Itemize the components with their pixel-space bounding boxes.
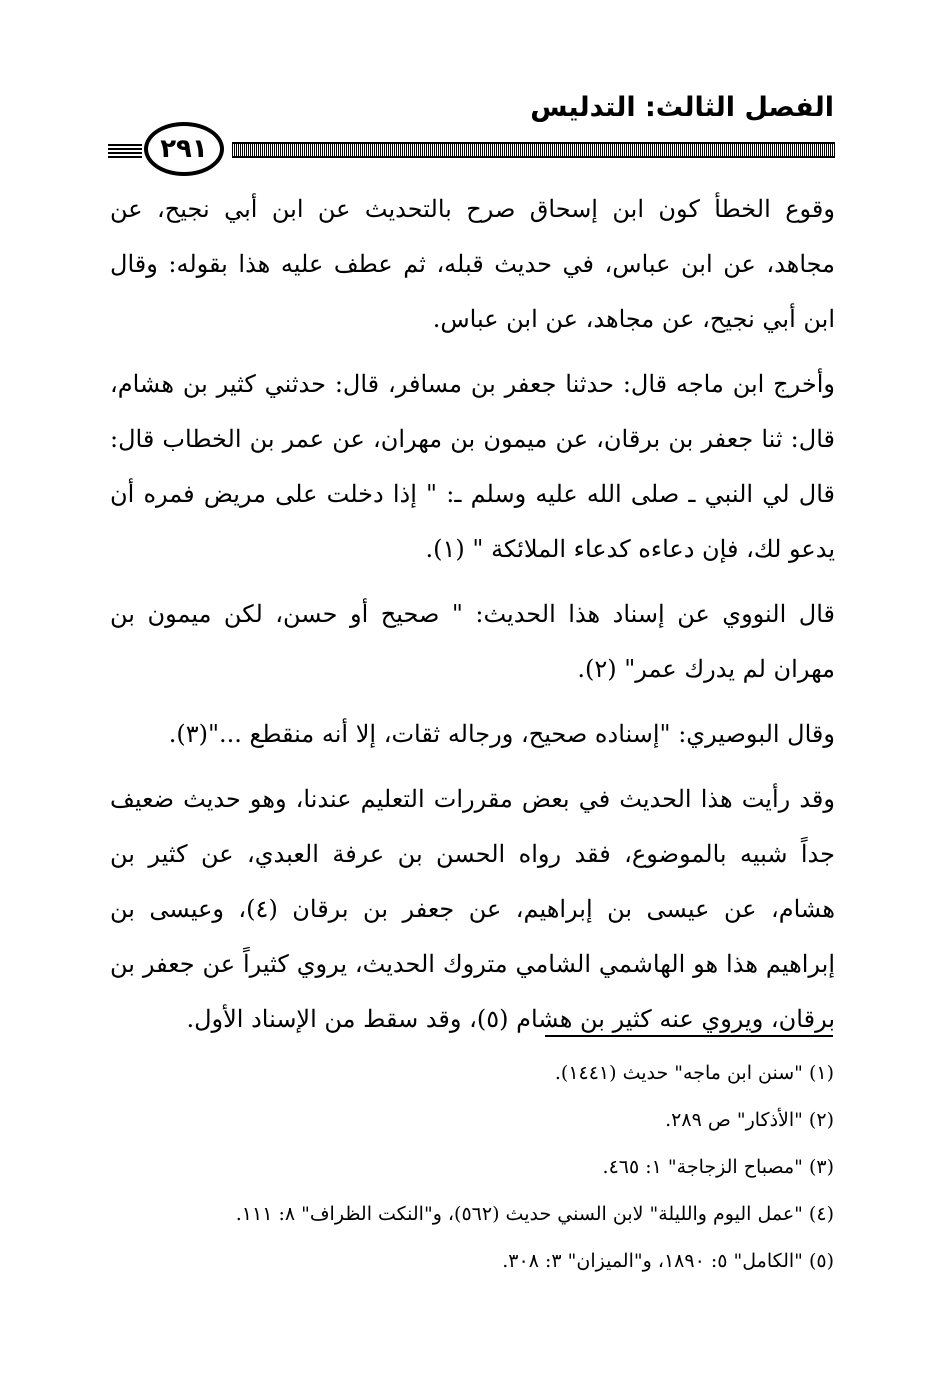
header-rule-end [108,142,142,158]
footnote-4: (٤) "عمل اليوم والليلة" لابن السني حديث (٥٦٢)، و"النكت الظراف" ٨: ١١١. [235,1203,834,1225]
paragraph-4: وقال البوصيري: "إسناده صحيح، ورجاله ثقات، إلا أنه منقطع ..."(٣). [168,720,835,748]
footnote-separator [545,1035,833,1037]
chapter-title: الفصل الثالث: التدليس [530,92,834,123]
paragraph-3: قال النووي عن إسناد هذا الحديث: " صحيح أو حسن، لكن ميمون بن مهران لم يدرك عمر" (٢). [110,600,835,683]
paragraph-1: وقوع الخطأ كون ابن إسحاق صرح بالتحديث عن ابن أبي نجيح، عن مجاهد، عن ابن عباس، في حديث قبله، ثم عطف عليه هذا بقوله: وقال ابن أبي نجيح، عن مجاهد، عن ابن عباس. [110,195,835,333]
footnote-5: (٥) "الكامل" ٥: ١٨٩٠، و"الميزان" ٣: ٣٠٨. [502,1250,834,1272]
page-number: ٢٩١ [144,122,224,176]
footnote-1: (١) "سنن ابن ماجه" حديث (١٤٤١). [554,1062,834,1084]
header-rule [232,142,835,158]
footnote-3: (٣) "مصباح الزجاجة" ١: ٤٦٥. [602,1156,834,1178]
paragraph-2: وأخرج ابن ماجه قال: حدثنا جعفر بن مسافر، قال: حدثني كثير بن هشام، قال: ثنا جعفر بن برقان، عن ميمون بن مهران، عن عمر بن الخطاب قال: قال لي النبي ـ صلى الله عليه وسلم ـ: " إذا دخلت على مريض فمره أن يدعو لك، فإن دعاءه كدعاء الملائكة " (١). [110,370,835,563]
footnotes [109,1050,834,1285]
footnote-2: (٢) "الأذكار" ص ٢٨٩. [665,1109,834,1131]
paragraph-5: وقد رأيت هذا الحديث في بعض مقررات التعليم عندنا، وهو حديث ضعيف جداً شبيه بالموضوع، فقد رواه الحسن بن عرفة العبدي، عن كثير بن هشام، عن عيسى بن إبراهيم، عن جعفر بن برقان (٤)، وعيسى بن إبراهيم هذا هو الهاشمي الشامي متروك الحديث، يروي كثيراً عن جعفر بن برقان، ويروي عنه كثير بن هشام (٥)، وقد سقط من الإسناد الأول. [110,785,836,1033]
main-text [110,182,835,1047]
